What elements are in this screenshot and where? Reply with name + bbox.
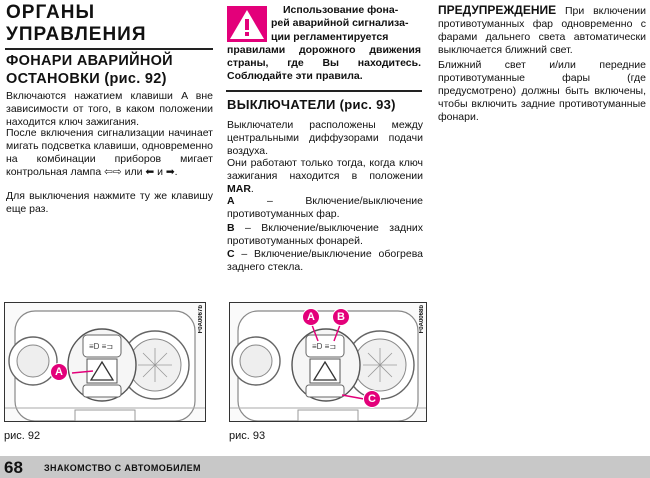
page-number: 68 [4,458,23,477]
dashboard-drawing-92 [5,303,205,421]
callout-a: A [50,363,68,381]
switch-item-b: B – Включение/выключение задних противотуманных фонарей. [227,222,423,248]
hazard-para-2: После включения сигнализации начинает мигать подсветка клавиши, одновременно на комбинации приборов мигает контрольная лампа ⇦⇨ или ⬅ и ➡. [6,127,213,179]
hazard-para-1: Включаются нажатием клавиши A вне зависимости от того, в каком положении находится ключ зажигания. [6,90,213,129]
figure-code: F0A0067b [198,305,204,334]
hazard-lights-heading: ФОНАРИ АВАРИЙНОЙ ОСТАНОВКИ (рис. 92) [6,53,173,87]
section-title: ОРГАНЫ УПРАВЛЕНИЯ [6,2,147,45]
callout-b: B [332,308,350,326]
hazard-para-3: Для выключения нажмите ту же клавишу еще раз. [6,190,213,216]
section-divider [5,48,213,50]
warning-text: Использование фона- рей аварийной сигнализа- ции регламентируется правилами дорожного движения страны, где Вы находитесь. Соблюдайте эти правила. [227,4,421,83]
switches-para-2: Они работают только тогда, когда ключ зажигания находится в положении MAR. [227,157,423,196]
dashboard-drawing-93 [230,303,426,421]
switches-para-1: Выключатели расположены между центральными диффузорами подачи воздуха. [227,119,423,158]
note-para-2: Ближний свет и/или передние противотуманные фары (где предусмотрено) должны быть включены, чтобы включить задние противотуманные фонари. [438,59,646,124]
callout-a: A [302,308,320,326]
callout-c: C [363,390,381,408]
figure-93 [229,302,427,422]
svg-text:≡D ≡⊐: ≡D ≡⊐ [312,342,337,351]
note-para-1: ПРЕДУПРЕЖДЕНИЕ При включении противотуманных фар одновременно с фарами дальнего света автоматически выключается ближний свет. [438,3,646,57]
switches-heading: ВЫКЛЮЧАТЕЛИ (рис. 93) [227,97,396,112]
figure-code: F0A0068b [419,305,425,334]
chapter-title: ЗНАКОМСТВО С АВТОМОБИЛЕМ [44,463,201,473]
note-heading: ПРЕДУПРЕЖДЕНИЕ [438,3,557,17]
svg-text:≡D ≡⊐: ≡D ≡⊐ [89,342,114,351]
switch-item-a: A – Включение/выключение противотуманных фар. [227,195,423,221]
warning-divider [226,90,422,92]
figure-92-caption: рис. 92 [4,430,41,442]
figure-92 [4,302,206,422]
switch-item-c: C – Включение/выключение обогрева заднего стекла. [227,248,423,274]
figure-93-caption: рис. 93 [229,430,266,442]
